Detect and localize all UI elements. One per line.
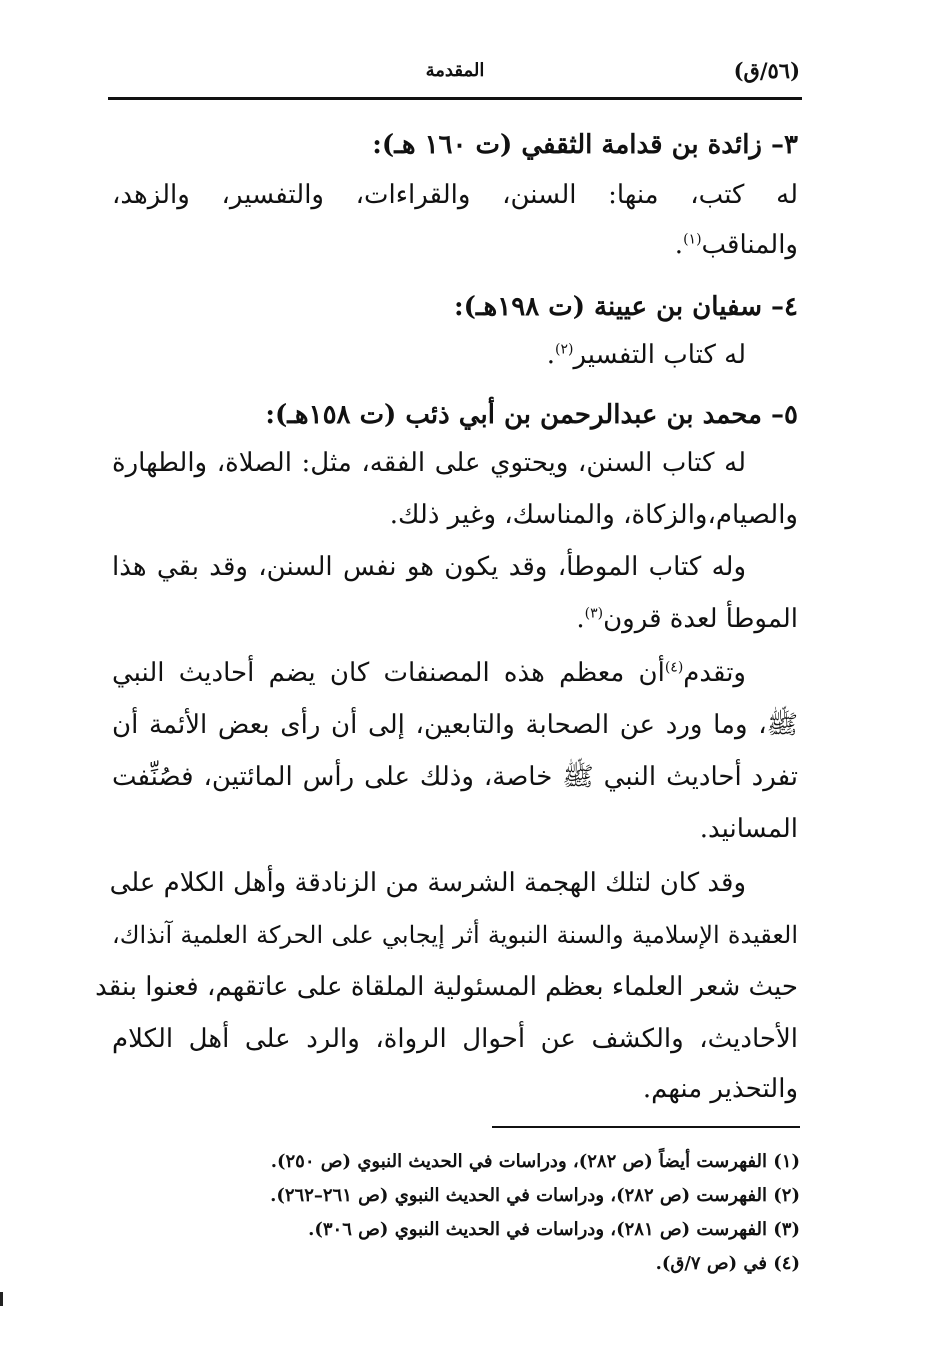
- text-line: حيث شعر العلماء بعظم المسئولية الملقاة على عاتقهم، فعنوا بنقد: [95, 972, 798, 1002]
- scan-edge-mark: [0, 1292, 3, 1306]
- text-line: المسانيد.: [699, 814, 798, 844]
- text-line: والتحذير منهم.: [642, 1074, 798, 1104]
- footnote: (٤) في (ص ٧/ق).: [655, 1253, 800, 1274]
- footnote-ref[interactable]: (١): [683, 231, 702, 248]
- entry-heading: ٥– محمد بن عبدالرحمن بن أبي ذئب (ت ١٥٨هـ):: [265, 400, 798, 430]
- footnote-ref[interactable]: (٢): [554, 341, 574, 358]
- text-line: الموطأ لعدة قرون$^{(٣)}$.: [576, 604, 798, 634]
- footnote: (١) الفهرست أيضاً (ص ٢٨٢)، ودراسات في الحديث النبوي (ص ٢٥٠).: [270, 1151, 800, 1172]
- text-line: وقد كان لتلك الهجمة الشرسة من الزنادقة وأهل الكلام على: [109, 868, 746, 898]
- text-line: له كتاب التفسير$^{(٢)}$.: [546, 340, 746, 370]
- footnote: (٣) الفهرست (ص ٢٨١)، ودراسات في الحديث النبوي (ص ٣٠٦).: [308, 1219, 800, 1240]
- chapter-title: المقدمة: [425, 60, 485, 81]
- entry-heading: ٣– زائدة بن قدامة الثقفي (ت ١٦٠ هـ):: [372, 130, 798, 160]
- running-header: [110, 54, 800, 94]
- footnote-ref[interactable]: (٤): [664, 659, 684, 676]
- text-line: وتقدم$^{(٤)}$أن معظم هذه المصنفات كان يضم أحاديث النبي: [112, 658, 746, 688]
- text-line: له كتب، منها: السنن، والقراءات، والتفسير، والزهد،: [112, 180, 798, 210]
- header-rule: [108, 97, 802, 100]
- footnote-ref[interactable]: (٣): [584, 605, 604, 622]
- footnote-rule: [492, 1126, 800, 1128]
- text-line: له كتاب السنن، ويحتوي على الفقه، مثل: الصلاة، والطهارة: [112, 448, 746, 478]
- text-line: وله كتاب الموطأ، وقد يكون هو نفس السنن، وقد بقي هذا: [112, 552, 746, 582]
- text-line: تفرد أحاديث النبي ﷺ خاصة، وذلك على رأس المائتين، فصُنِّفت: [112, 762, 798, 792]
- text-line: والمناقب$^{(١)}$.: [674, 230, 798, 260]
- text-line: ﷺ، وما ورد عن الصحابة والتابعين، إلى أن رأى بعض الأئمة أن: [112, 710, 798, 740]
- page-reference: (٥٦/ق): [733, 58, 800, 83]
- text-line: العقيدة الإسلامية والسنة النبوية أثر إيجابي على الحركة العلمية آنذاك،: [112, 921, 798, 949]
- text-line: الأحاديث، والكشف عن أحوال الرواة، والرد على أهل الكلام: [112, 1024, 798, 1054]
- footnote: (٢) الفهرست (ص ٢٨٢)، ودراسات في الحديث النبوي (ص ٢٦١–٢٦٢).: [270, 1185, 800, 1206]
- text-line: والصيام،والزكاة، والمناسك، وغير ذلك.: [389, 500, 798, 530]
- entry-heading: ٤– سفيان بن عيينة (ت ١٩٨هـ):: [454, 292, 798, 322]
